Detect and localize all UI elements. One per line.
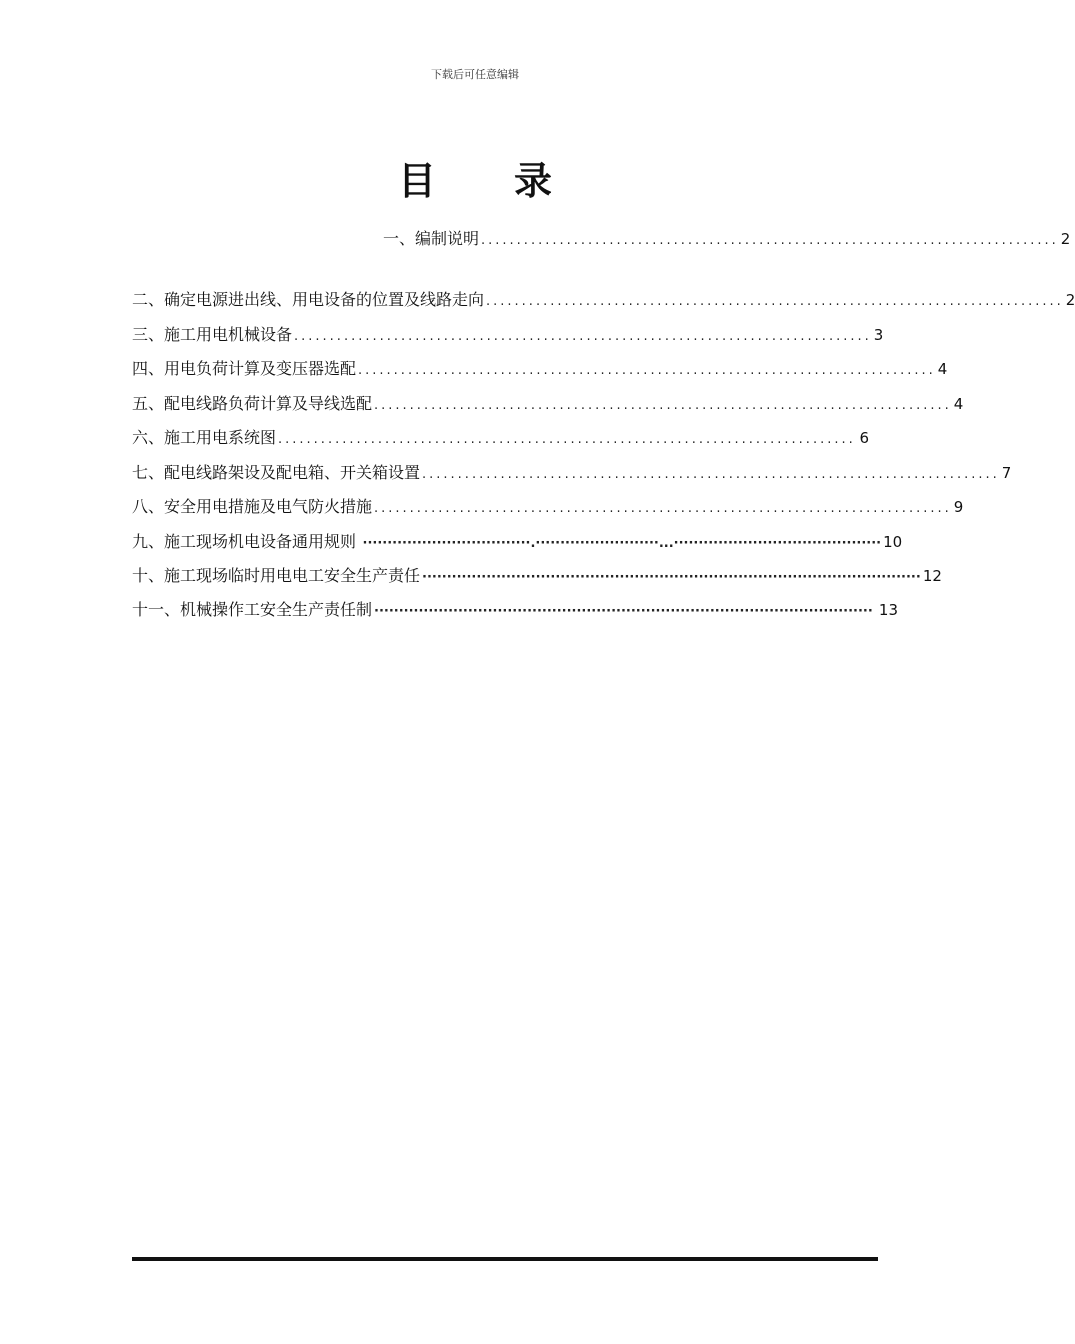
toc-entry-page: 2	[1065, 291, 1075, 309]
toc-entry-label: 二、确定电源进出线、用电设备的位置及线路走向	[132, 290, 485, 309]
toc-leader: .................................................................................	[294, 329, 872, 344]
toc-entry[interactable]	[132, 392, 964, 416]
toc-entry-page: 4	[937, 360, 948, 378]
toc-entry[interactable]	[132, 357, 948, 381]
toc-entry[interactable]	[132, 530, 903, 554]
toc-entry[interactable]	[132, 495, 964, 519]
footer-rule	[132, 1257, 878, 1261]
toc-leader: ·····································································································	[374, 604, 873, 619]
toc-entry-page: 7	[1001, 464, 1012, 482]
header-note: 下载后可任意编辑	[431, 68, 519, 81]
toc-leader: .................................................................................	[358, 363, 936, 378]
toc-entry-page: 2	[1060, 230, 1071, 248]
toc-entry-page: 13	[878, 601, 898, 619]
toc-entry[interactable]	[132, 426, 869, 450]
toc-leader: ··································.·························...··········································	[358, 536, 882, 551]
page-title: 目录	[397, 159, 630, 203]
toc-entry[interactable]	[132, 598, 898, 622]
toc-entry-label: 四、用电负荷计算及变压器选配	[132, 359, 357, 378]
toc-entry-label: 六、施工用电系统图	[132, 428, 277, 447]
toc-entry-page: 6	[859, 429, 869, 447]
toc-leader: .................................................................................	[422, 467, 1000, 482]
toc-leader: .................................................................................	[278, 432, 856, 447]
toc-entry-label: 三、施工用电机械设备	[132, 325, 293, 344]
toc-leader: .................................................................................	[486, 294, 1064, 309]
toc-leader: .................................................................................	[481, 233, 1059, 248]
toc-leader: .................................................................................	[374, 501, 952, 516]
toc-entry-label: 十一、机械操作工安全生产责任制	[132, 600, 373, 619]
toc-entry[interactable]	[383, 227, 1071, 251]
toc-entry-page: 3	[873, 326, 884, 344]
toc-leader: ·····································································································	[422, 570, 921, 585]
toc-entry-label: 五、配电线路负荷计算及导线选配	[132, 394, 373, 413]
toc-leader: .................................................................................	[374, 398, 952, 413]
toc-entry-label: 一、编制说明	[383, 229, 480, 248]
toc-entry-label: 七、配电线路架设及配电箱、开关箱设置	[132, 463, 421, 482]
toc-entry-page: 10	[883, 533, 903, 551]
toc-entry[interactable]	[132, 323, 884, 347]
toc-entry-page: 9	[953, 498, 964, 516]
toc-entry[interactable]	[132, 564, 942, 588]
toc-entry-page: 12	[922, 567, 942, 585]
toc-entry-label: 十、施工现场临时用电电工安全生产责任	[132, 566, 421, 585]
toc-entry-label: 八、安全用电措施及电气防火措施	[132, 497, 373, 516]
toc-entry[interactable]	[132, 288, 1075, 312]
toc-entry-label: 九、施工现场机电设备通用规则	[132, 532, 357, 551]
toc-entry-page: 4	[953, 395, 964, 413]
toc-entry[interactable]	[132, 461, 1012, 485]
